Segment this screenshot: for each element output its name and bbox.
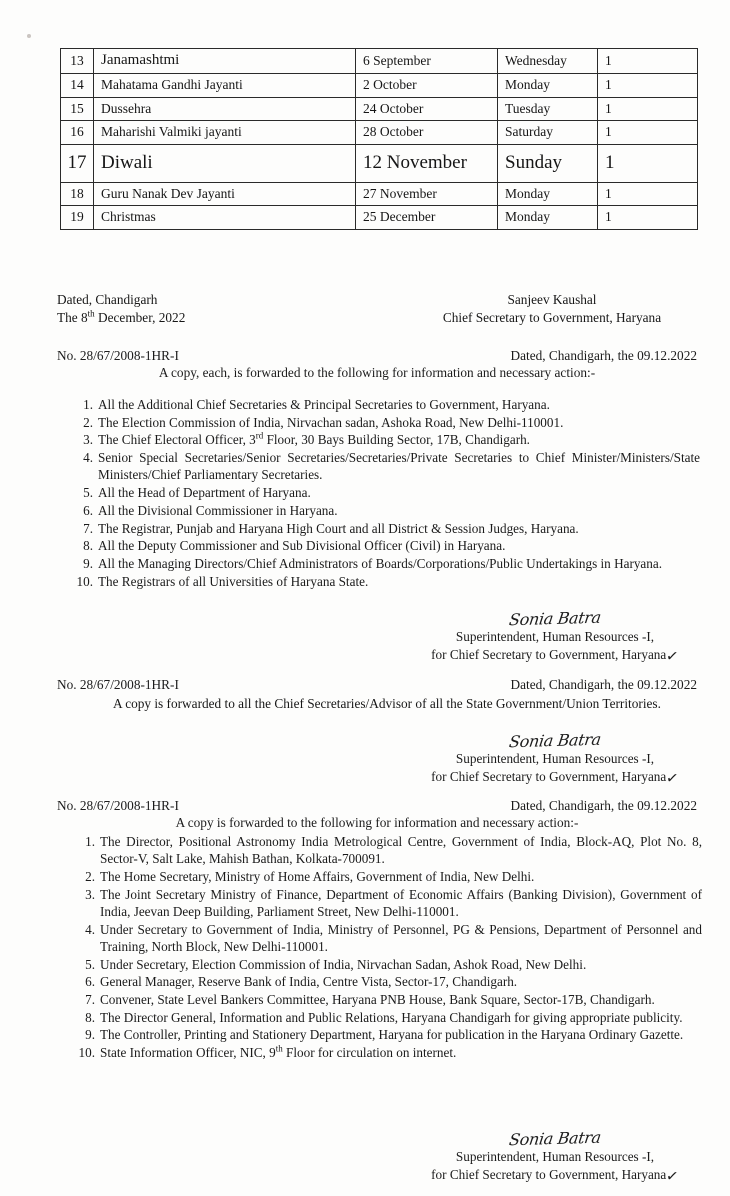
- list-item-text: General Manager, Reserve Bank of India, Centre Vista, Sector-17, Chandigarh.: [100, 974, 518, 990]
- signature-designation-line-1: Superintendent, Human Resources -I,: [455, 629, 655, 645]
- table-cell-count: 1: [598, 182, 698, 206]
- table-row: [61, 182, 698, 206]
- signature-designation-line-2: for Chief Secretary to Government, Haryana✓: [431, 768, 681, 788]
- list-item-text: The Joint Secretary Ministry of Finance, Department of Economic Affairs (Banking Division), Government of India, Jeevan Deep Building, Parliament Street, New Delhi-110001.: [100, 886, 702, 919]
- endorsement-3-list: [72, 833, 702, 1062]
- table-cell-count: 1: [598, 206, 698, 230]
- table-cell-sr: 17: [61, 144, 94, 182]
- list-item-text: Under Secretary to Government of India, Ministry of Personnel, PG & Pensions, Department of Personnel and Training, North Block, New Delhi-110001.: [100, 921, 702, 954]
- table-cell-name: Guru Nanak Dev Jayanti: [94, 182, 356, 206]
- table-cell-day: Sunday: [498, 144, 598, 182]
- list-item-number: 5.: [83, 485, 93, 501]
- list-item-number: 1.: [85, 834, 95, 849]
- endorsement-2-body: A copy is forwarded to all the Chief Secretaries/Advisor of all the State Government/Union Territories.: [113, 696, 661, 711]
- list-item-number: 3.: [83, 432, 93, 448]
- handwritten-signature: Sonia Batra: [508, 729, 603, 752]
- list-item-number: 7.: [83, 520, 93, 536]
- table-cell-day: Wednesday: [498, 49, 598, 74]
- list-item-number: 2.: [85, 868, 95, 884]
- signatory-designation: Chief Secretary to Government, Haryana: [442, 309, 662, 325]
- list-item: [72, 1009, 702, 1026]
- tick-mark-icon: ✓: [665, 768, 681, 788]
- list-item: [72, 973, 702, 990]
- endorsement-2-dated: Dated, Chandigarh, the 09.12.2022: [510, 677, 697, 692]
- list-item-text: The Home Secretary, Ministry of Home Affairs, Government of India, New Delhi.: [100, 868, 535, 884]
- table-row: [61, 121, 698, 145]
- list-item: [72, 414, 700, 431]
- table-cell-count: 1: [598, 49, 698, 74]
- list-item-text: The Chief Electoral Officer, 3rd Floor, 30 Bays Building Sector, 17B, Chandigarh.: [98, 431, 530, 448]
- table-row: [61, 49, 698, 74]
- endorsement-3-memo-no: No. 28/67/2008-1HR-I: [57, 798, 179, 813]
- table-cell-sr: 18: [61, 182, 94, 206]
- table-cell-name: Mahatama Gandhi Jayanti: [94, 74, 356, 98]
- endorsement-1-subject: A copy, each, is forwarded to the following for information and necessary action:-: [158, 365, 596, 380]
- list-item-number: 10.: [76, 573, 93, 589]
- list-item: [72, 484, 700, 501]
- list-item-text: The Controller, Printing and Stationery Department, Haryana for publication in the Haryana Ordinary Gazette.: [100, 1027, 684, 1043]
- list-item-number: 2.: [83, 414, 93, 430]
- holiday-table-body: [61, 49, 698, 230]
- list-item-number: 8.: [85, 1009, 95, 1025]
- endorsement-1-dated: Dated, Chandigarh, the 09.12.2022: [510, 348, 697, 363]
- list-item-text: The Registrars of all Universities of Haryana State.: [98, 573, 369, 589]
- date-ordinal-suffix: th: [87, 308, 95, 319]
- table-cell-date: 28 October: [356, 121, 498, 145]
- list-item: [72, 956, 702, 973]
- list-item-number: 9.: [83, 555, 93, 571]
- endorsement-2-signature: [410, 730, 700, 786]
- list-item-number: 8.: [83, 538, 93, 554]
- list-item: [72, 502, 700, 519]
- signature-designation-line-1: Superintendent, Human Resources -I,: [455, 1149, 655, 1165]
- signatory-date-line: The 8th December, 2022: [57, 308, 186, 325]
- scan-speck: [27, 34, 31, 38]
- signatory-place-line: Dated, Chandigarh: [57, 292, 158, 307]
- table-cell-day: Tuesday: [498, 97, 598, 121]
- table-cell-sr: 15: [61, 97, 94, 121]
- table-cell-day: Monday: [498, 206, 598, 230]
- signatory-place: [57, 291, 185, 326]
- list-item-text: State Information Officer, NIC, 9th Floor for circulation on internet.: [100, 1043, 457, 1061]
- handwritten-signature: Sonia Batra: [508, 607, 603, 630]
- table-cell-name: Diwali: [94, 144, 356, 182]
- table-cell-date: 24 October: [356, 97, 498, 121]
- table-cell-date: 25 December: [356, 206, 498, 230]
- list-item: [72, 868, 702, 885]
- list-item: [72, 537, 700, 554]
- list-item: [72, 573, 700, 590]
- list-item-text: All the Managing Directors/Chief Administrators of Boards/Corporations/Public Undertakings in Haryana.: [98, 555, 663, 571]
- holiday-table: [60, 48, 698, 230]
- list-item-number: 6.: [85, 974, 95, 990]
- list-item-text: All the Divisional Commissioner in Haryana.: [98, 502, 338, 518]
- list-item: [72, 396, 700, 413]
- tick-mark-icon: ✓: [665, 646, 681, 666]
- list-item-text: The Registrar, Punjab and Haryana High Court and all District & Session Judges, Haryana.: [98, 520, 579, 536]
- list-item-text: The Director, Positional Astronomy India Metrological Centre, Government of India, Block-AQ, Plot No. 8, Sector-V, Salt Lake, Mahish Bathan, Kolkata-700091.: [100, 834, 702, 867]
- list-item: [72, 991, 702, 1008]
- table-row: [61, 74, 698, 98]
- list-item-number: 4.: [83, 450, 93, 466]
- handwritten-signature: Sonia Batra: [508, 1127, 603, 1150]
- list-item: [72, 431, 700, 448]
- list-item-text: The Election Commission of India, Nirvachan sadan, Ashoka Road, New Delhi-110001.: [98, 414, 564, 430]
- table-cell-name: Maharishi Valmiki jayanti: [94, 121, 356, 145]
- table-cell-date: 27 November: [356, 182, 498, 206]
- table-row: [61, 206, 698, 230]
- table-cell-name: Janamashtmi: [94, 49, 356, 74]
- table-cell-count: 1: [598, 121, 698, 145]
- list-item: [72, 555, 700, 572]
- table-cell-date: 2 October: [356, 74, 498, 98]
- list-item-number: 3.: [85, 886, 95, 902]
- endorsement-3-signature: [410, 1128, 700, 1184]
- list-item: [72, 1026, 702, 1043]
- list-item-text: Convener, State Level Bankers Committee, Haryana PNB House, Bank Square, Sector-17B, Chandigarh.: [100, 991, 655, 1007]
- endorsement-1-memo-no: No. 28/67/2008-1HR-I: [57, 348, 179, 363]
- table-cell-sr: 13: [61, 49, 94, 74]
- endorsement-3-subject: A copy is forwarded to the following for information and necessary action:-: [175, 815, 579, 830]
- endorsement-1-list: [72, 396, 700, 590]
- list-item-number: 1.: [83, 397, 93, 412]
- list-item-number: 5.: [85, 956, 95, 972]
- table-cell-count: 1: [598, 74, 698, 98]
- list-item: [72, 921, 702, 955]
- table-cell-sr: 16: [61, 121, 94, 145]
- list-item-text: Under Secretary, Election Commission of India, Nirvachan Sadan, Ashok Road, New Delhi.: [100, 956, 587, 972]
- signatory-name-block: [407, 291, 697, 326]
- table-cell-name: Christmas: [94, 206, 356, 230]
- table-cell-count: 1: [598, 97, 698, 121]
- signatory-name: Sanjeev Kaushal: [507, 292, 597, 307]
- list-item-number: 4.: [85, 921, 95, 937]
- table-row: [61, 97, 698, 121]
- list-item: [72, 833, 702, 867]
- table-cell-day: Monday: [498, 182, 598, 206]
- table-cell-date: 6 September: [356, 49, 498, 74]
- table-cell-day: Monday: [498, 74, 598, 98]
- list-item: [72, 886, 702, 920]
- list-item-number: 10.: [78, 1045, 95, 1061]
- table-cell-count: 1: [598, 144, 698, 182]
- table-cell-sr: 19: [61, 206, 94, 230]
- tick-mark-icon: ✓: [665, 1166, 681, 1186]
- endorsement-1-signature: [410, 608, 700, 664]
- list-item-text: All the Deputy Commissioner and Sub Divisional Officer (Civil) in Haryana.: [98, 538, 506, 554]
- table-cell-name: Dussehra: [94, 97, 356, 121]
- list-item-text: All the Head of Department of Haryana.: [98, 485, 311, 501]
- list-item-number: 6.: [83, 502, 93, 518]
- signature-designation-line-2: for Chief Secretary to Government, Haryana✓: [431, 1166, 681, 1186]
- table-cell-sr: 14: [61, 74, 94, 98]
- signature-designation-line-1: Superintendent, Human Resources -I,: [455, 751, 655, 767]
- table-row: [61, 144, 698, 182]
- list-item: [72, 1044, 702, 1061]
- endorsement-3-dated: Dated, Chandigarh, the 09.12.2022: [510, 798, 697, 813]
- endorsement-2-memo-no: No. 28/67/2008-1HR-I: [57, 677, 179, 692]
- list-item: [72, 520, 700, 537]
- list-item-number: 9.: [85, 1027, 95, 1043]
- signature-designation-line-2: for Chief Secretary to Government, Haryana✓: [431, 646, 681, 666]
- list-item-number: 7.: [85, 991, 95, 1007]
- table-cell-date: 12 November: [356, 144, 498, 182]
- table-cell-day: Saturday: [498, 121, 598, 145]
- list-item-text: The Director General, Information and Public Relations, Haryana Chandigarh for giving appropriate publicity.: [100, 1009, 683, 1025]
- list-item: [72, 449, 700, 483]
- list-item-text: All the Additional Chief Secretaries & Principal Secretaries to Government, Haryana.: [98, 397, 550, 412]
- list-item-text: Senior Special Secretaries/Senior Secretaries/Secretaries/Private Secretaries to Chief Minister/Ministers/State Ministers/Chief Parliamentary Secretaries.: [98, 450, 700, 483]
